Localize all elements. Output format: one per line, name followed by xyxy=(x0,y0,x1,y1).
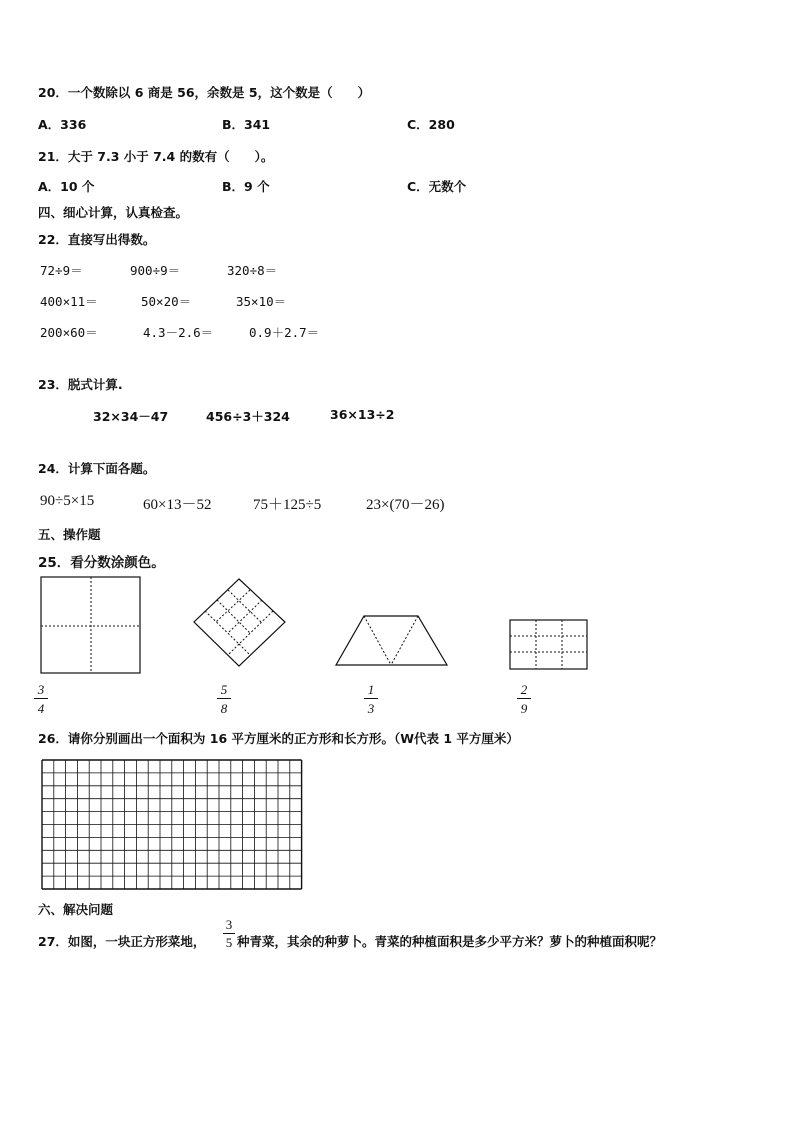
question-27-body: 种青菜，其余的种萝卜。青菜的种植面积是多少平方米？萝卜的种植面积呢？ xyxy=(237,934,663,949)
question-24: 24．计算下面各题。 xyxy=(38,461,156,476)
option-c[interactable]: C．280 xyxy=(407,117,455,132)
calc-item: 60×13－52 xyxy=(143,497,212,513)
fraction-label: 5 8 xyxy=(217,683,231,715)
option-b[interactable]: B．341 xyxy=(222,117,271,132)
fraction-label: 1 3 xyxy=(364,683,378,715)
rectangle-figure xyxy=(510,620,587,669)
square-figure xyxy=(41,577,140,673)
calc-item: 50×20＝ xyxy=(141,294,192,309)
section-heading: 四、细心计算，认真检查。 xyxy=(38,205,189,220)
calc-item: 456÷3＋324 xyxy=(206,409,290,424)
fraction-label: 2 9 xyxy=(517,683,531,715)
question-23: 23．脱式计算. xyxy=(38,377,123,392)
calc-item: 35×10＝ xyxy=(236,294,287,309)
fraction-figures xyxy=(0,570,794,680)
calc-item: 900÷9＝ xyxy=(130,263,181,278)
calc-item: 200×60＝ xyxy=(40,325,98,340)
question-27-intro: 27．如图，一块正方形菜地， xyxy=(38,934,206,949)
section-heading: 六、解决问题 xyxy=(38,902,114,917)
option-a[interactable]: A．10 个 xyxy=(38,179,95,194)
calc-item: 36×13÷2 xyxy=(330,407,395,422)
grid-paper[interactable] xyxy=(40,758,306,892)
question-20: 20．一个数除以 6 商是 56，余数是 5，这个数是（ ） xyxy=(38,85,371,100)
question-22: 22．直接写出得数。 xyxy=(38,232,156,247)
inline-fraction: 3 5 xyxy=(223,918,235,949)
calc-item: 320÷8＝ xyxy=(227,263,278,278)
calc-item: 0.9＋2.7＝ xyxy=(249,325,320,340)
calc-item: 400×11＝ xyxy=(40,294,98,309)
diamond-figure xyxy=(194,579,285,666)
fraction-label: 3 4 xyxy=(34,683,48,715)
question-25: 25．看分数涂颜色。 xyxy=(38,555,165,571)
question-26: 26．请你分别画出一个面积为 16 平方厘米的正方形和长方形。（W代表 1 平方厘米） xyxy=(38,731,519,746)
calc-item: 75＋125÷5 xyxy=(253,497,322,513)
calc-item: 32×34－47 xyxy=(93,409,169,424)
section-heading: 五、操作题 xyxy=(38,527,101,542)
calc-item: 90÷5×15 xyxy=(40,493,95,509)
option-b[interactable]: B．9 个 xyxy=(222,179,270,194)
option-c[interactable]: C．无数个 xyxy=(407,179,467,194)
trapezoid-figure xyxy=(336,616,447,665)
calc-item: 72÷9＝ xyxy=(40,263,83,278)
question-21: 21．大于 7.3 小于 7.4 的数有（ ）。 xyxy=(38,149,274,164)
calc-item: 4.3－2.6＝ xyxy=(143,325,214,340)
option-a[interactable]: A．336 xyxy=(38,117,87,132)
calc-item: 23×(70－26) xyxy=(366,497,445,513)
